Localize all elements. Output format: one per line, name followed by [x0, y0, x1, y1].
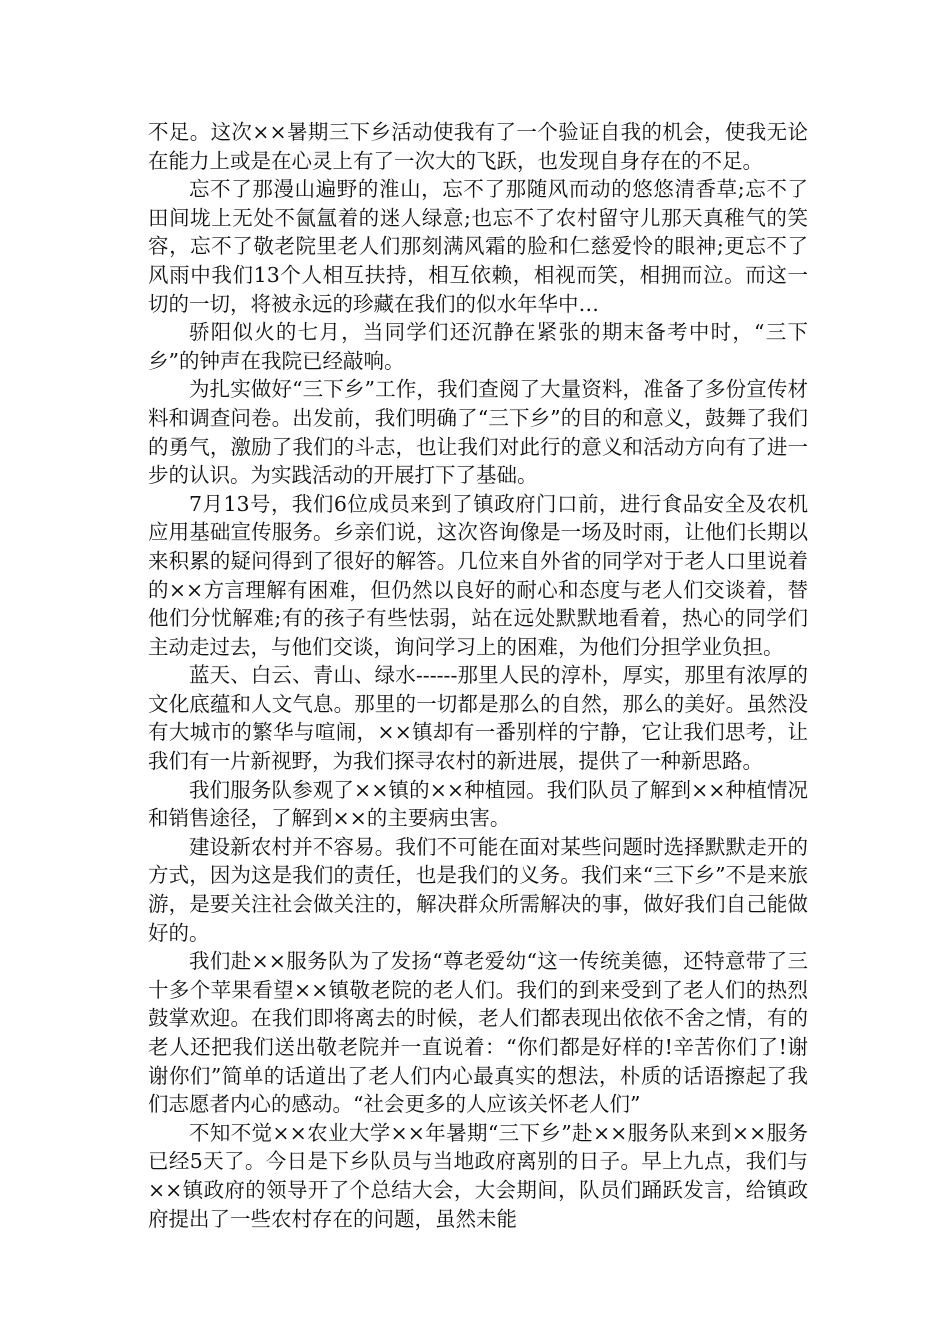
paragraph: 我们服务队参观了××镇的××种植园。我们队员了解到××种植情况和销售途径，了解到××的主要病虫害。 — [148, 777, 808, 831]
paragraph: 忘不了那漫山遍野的淮山，忘不了那随风而动的悠悠清香草;忘不了田间垅上无处不氤氲着的迷人绿意;也忘不了农村留守儿那天真稚气的笑容，忘不了敬老院里老人们那刻满风霜的脸和仁慈爱怜的眼神;更忘不了风雨中我们13个人相互扶持，相互依赖，相视而笑，相拥而泣。而这一切的一切，将被永远的珍藏在我们的似水年华中… — [148, 177, 808, 316]
paragraph: 不知不觉××农业大学××年暑期“三下乡”赴××服务队来到××服务已经5天了。今日是下乡队员与当地政府离别的日子。早上九点，我们与××镇政府的领导开了个总结大会，大会期间，队员们踊跃发言，给镇政府提出了一些农村存在的问题，虽然未能 — [148, 1120, 808, 1231]
document-body — [148, 118, 808, 1233]
paragraph: 7月13号，我们6位成员来到了镇政府门口前，进行食品安全及农机应用基础宣传服务。乡亲们说，这次咨询像是一场及时雨，让他们长期以来积累的疑问得到了很好的解答。几位来自外省的同学对于老人口里说着的××方言理解有困难，但仍然以良好的耐心和态度与老人们交谈着，替他们分忧解难;有的孩子有些怯弱，站在远处默默地看着，热心的同学们主动走过去，与他们交谈，询问学习上的困难，为他们分担学业负担。 — [148, 491, 808, 659]
paragraph: 建设新农村并不容易。我们不可能在面对某些问题时选择默默走开的方式，因为这是我们的责任，也是我们的义务。我们来“三下乡”不是来旅游，是要关注社会做关注的，解决群众所需解决的事，做好我们自己能做好的。 — [148, 834, 808, 945]
paragraph: 为扎实做好“三下乡”工作，我们查阅了大量资料，准备了多份宣传材料和调查问卷。出发前，我们明确了“三下乡”的目的和意义，鼓舞了我们的勇气，激励了我们的斗志，也让我们对此行的意义和活动方向有了进一步的认识。为实践活动的开展打下了基础。 — [148, 377, 808, 488]
paragraph: 不足。这次××暑期三下乡活动使我有了一个验证自我的机会，使我无论在能力上或是在心灵上有了一次大的飞跃，也发现自身存在的不足。 — [148, 120, 808, 173]
paragraph: 蓝天、白云、青山、绿水------那里人民的淳朴，厚实，那里有浓厚的文化底蕴和人文气息。那里的一切都是那么的自然，那么的美好。虽然没有大城市的繁华与喧闹，××镇却有一番别样的宁静，它让我们思考，让我们有一片新视野，为我们探寻农村的新进展，提供了一种新思路。 — [148, 663, 808, 774]
paragraph: 我们赴××服务队为了发扬“尊老爱幼“这一传统美德，还特意带了三十多个苹果看望××镇敬老院的老人们。我们的到来受到了老人们的热烈鼓掌欢迎。在我们即将离去的时候，老人们都表现出依依不舍之情，有的老人还把我们送出敬老院并一直说着：“你们都是好样的!辛苦你们了!谢谢你们”简单的话道出了老人们内心最真实的想法，朴质的话语擦起了我们志愿者内心的感动。“社会更多的人应该关怀老人们” — [148, 949, 808, 1117]
paragraph: 骄阳似火的七月，当同学们还沉静在紧张的期末备考中时，“三下乡”的钟声在我院已经敲响。 — [148, 320, 808, 373]
